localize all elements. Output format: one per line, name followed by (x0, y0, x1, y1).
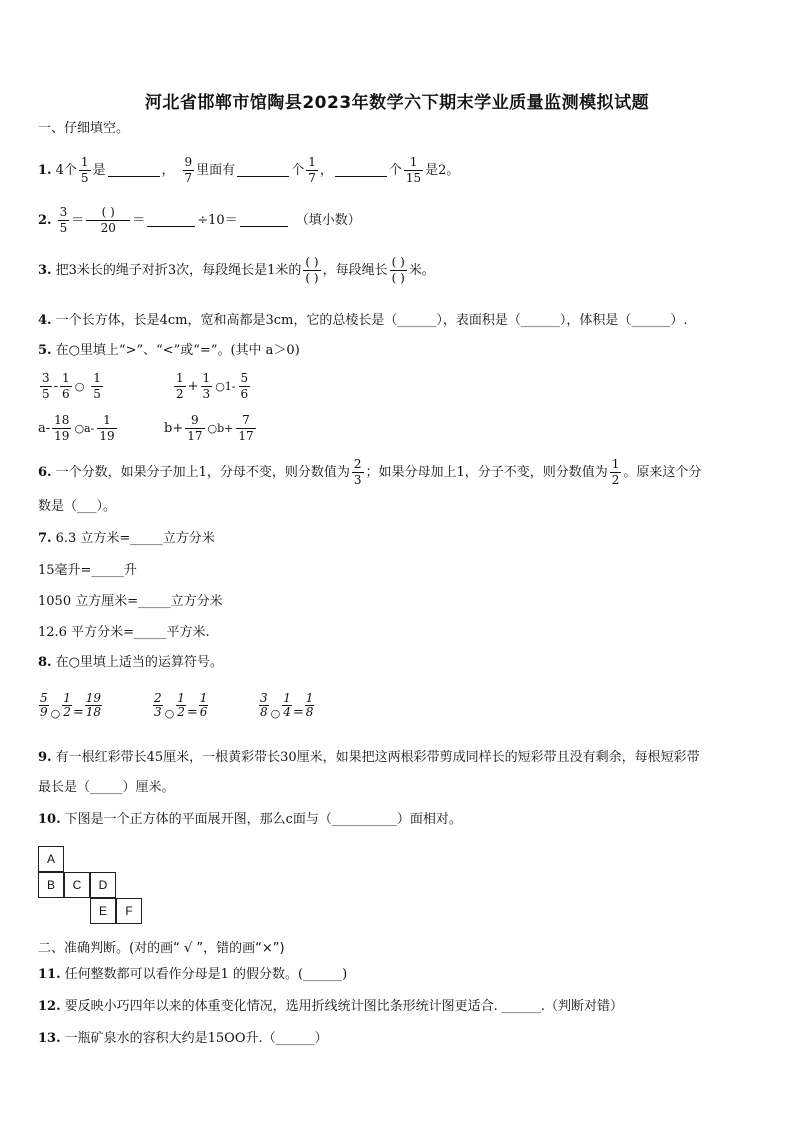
fraction: $\frac{3}{5}$ (42, 371, 50, 401)
fraction: $\frac{1}{2}$ (177, 691, 185, 720)
question-text: 任何整数都可以看作分母是1 的假分数。(______) (64, 967, 348, 982)
operator-circle[interactable]: ○ (270, 707, 281, 721)
question-number: 12. (38, 999, 61, 1014)
question-1 (38, 156, 459, 184)
fraction: $\frac{1}{8}$ (305, 691, 314, 720)
operator-item-c: $\frac{3}{8}$ ○ $\frac{1}{4}$ = $\frac{1}{8}$ (260, 691, 314, 721)
cube-face-e: E (90, 898, 116, 924)
question-number: 10. (38, 812, 61, 827)
operator-circle[interactable]: ○ (164, 707, 175, 721)
fraction: $\frac{1}{15}$ (405, 155, 422, 185)
question-text: 一个分数，如果分子加上1，分母不变，则分数值为 (55, 464, 350, 480)
question-text: 是 (92, 162, 106, 178)
question-13 (38, 1032, 328, 1045)
question-5 (38, 344, 300, 357)
question-12 (38, 1000, 623, 1013)
question-number: 4. (38, 313, 52, 328)
section-heading: 二、准确判断。(对的画“ √ ”，错的画“×”) (38, 941, 285, 956)
compare-item-a: $\frac{3}{5}$ - $\frac{1}{6}$ ○ $\frac{1}{5}$ (42, 371, 101, 401)
question-9-cont: 最长是（_____）厘米。 (38, 780, 175, 795)
operator-item-a: $\frac{5}{9}$ ○ $\frac{1}{2}$ = $\frac{19}{18}$ (40, 691, 102, 721)
question-text: 一个长方体，长是4cm，宽和高都是3cm，它的总棱长是（______），表面积是（______），体积是（______）. (55, 313, 688, 328)
fraction: $\frac{1}{5}$ (80, 155, 89, 185)
answer-fraction[interactable]: $\frac{( )}{( )}$ (391, 255, 405, 285)
fraction: $\frac{3}{5}$ (59, 205, 68, 235)
page-title: 河北省邯郸市馆陶县2023年数学六下期末学业质量监测模拟试题 (144, 93, 650, 113)
answer-blank[interactable] (237, 164, 289, 177)
fraction: $\frac{1}{2}$ (63, 691, 71, 720)
question-text: ， (161, 162, 175, 178)
compare-circle[interactable]: ○b+ (207, 421, 234, 435)
cube-face-d: D (90, 872, 116, 898)
question-text: 米。 (408, 262, 435, 278)
fraction: $\frac{2}{3}$ (353, 457, 362, 487)
fraction: $\frac{1}{6}$ (62, 371, 70, 401)
fraction: $\frac{1}{5}$ (93, 371, 101, 401)
question-text: 是2。 (425, 162, 460, 178)
question-text: ；如果分母加上1，分子不变，则分数值为 (365, 464, 608, 480)
question-10 (38, 813, 462, 826)
question-text: 下图是一个正方体的平面展开图，那么c面与（__________）面相对。 (64, 812, 462, 827)
fraction: $\frac{5}{6}$ (240, 371, 249, 401)
cube-face-c: C (64, 872, 90, 898)
fraction: $\frac{5}{9}$ (40, 691, 48, 720)
fraction: $\frac{1}{7}$ (308, 155, 316, 185)
answer-blank[interactable] (240, 214, 288, 227)
question-text: 数是（___）。 (38, 499, 117, 514)
question-number: 3. (38, 262, 52, 278)
compare-item-d: b+ $\frac{9}{17}$ ○b+ $\frac{7}{17}$ (164, 413, 254, 443)
question-text: 一瓶矿泉水的容积大约是15OO升.（______） (64, 1031, 328, 1046)
fraction: $\frac{18}{19}$ (54, 413, 70, 443)
question-9 (38, 751, 700, 764)
question-text: 里面有 (196, 162, 236, 178)
answer-blank[interactable] (147, 214, 195, 227)
compare-item-b: $\frac{1}{2}$ + $\frac{1}{3}$ ○1- $\frac{5}{6}$ (176, 371, 249, 401)
question-3 (38, 256, 435, 284)
fraction: $\frac{1}{3}$ (202, 371, 211, 401)
answer-fraction[interactable]: $\frac{( )}{20}$ (86, 206, 130, 234)
fraction: $\frac{19}{18}$ (85, 691, 102, 720)
question-text: 个 (388, 162, 402, 178)
question-2 (38, 206, 361, 234)
question-number: 1. (38, 162, 52, 178)
answer-fraction[interactable]: $\frac{( )}{( )}$ (305, 255, 319, 285)
question-text: 在○里填上“>”、“<”或“=”。(其中 a＞0) (55, 343, 300, 358)
fraction: $\frac{9}{17}$ (187, 413, 203, 443)
compare-circle[interactable]: ○a- (74, 421, 95, 435)
question-text: ÷10＝ (197, 212, 238, 228)
question-6 (38, 458, 701, 486)
fraction: $\frac{1}{19}$ (99, 413, 115, 443)
fraction: $\frac{7}{17}$ (238, 413, 254, 443)
question-6-cont (38, 500, 116, 513)
question-text: 6.3 立方米=_____立方分米 (55, 531, 215, 546)
operator-item-b: $\frac{2}{3}$ ○ $\frac{1}{2}$ = $\frac{1}{6}$ (154, 691, 208, 721)
question-number: 2. (38, 212, 52, 228)
compare-item-c: a- $\frac{18}{19}$ ○a- $\frac{1}{19}$ (38, 413, 115, 443)
question-number: 9. (38, 750, 52, 765)
fraction: $\frac{1}{6}$ (199, 691, 208, 720)
question-text: ，每段绳长 (322, 262, 388, 278)
question-text: 个 (291, 162, 305, 178)
question-text: 把3米长的绳子对折3次，每段绳长是1米的 (55, 262, 302, 278)
answer-blank[interactable] (108, 164, 160, 177)
question-7-line-2: 15毫升=_____升 (38, 563, 137, 578)
cube-face-a: A (38, 846, 64, 872)
compare-circle[interactable]: ○1- (215, 379, 236, 393)
question-4 (38, 314, 687, 327)
question-hint: （填小数） (295, 212, 361, 228)
fraction: $\frac{1}{2}$ (611, 457, 620, 487)
operator-circle[interactable]: ○ (50, 707, 61, 721)
cube-face-f: F (116, 898, 142, 924)
equals-sign: ＝ (132, 212, 146, 228)
question-7 (38, 532, 215, 545)
question-number: 8. (38, 655, 52, 670)
question-number: 5. (38, 343, 52, 358)
question-number: 11. (38, 967, 61, 982)
section-heading: 一、仔细填空。 (38, 121, 130, 136)
question-number: 7. (38, 531, 52, 546)
equals-sign: ＝ (71, 212, 85, 228)
question-text: ， (319, 162, 333, 178)
question-text: 4个 (55, 162, 77, 178)
question-7-line-3: 1050 立方厘米=_____立方分米 (38, 594, 223, 609)
answer-blank[interactable] (335, 164, 387, 177)
question-text: 有一根红彩带长45厘米，一根黄彩带长30厘米，如果把这两根彩带剪成同样长的短彩带且没有剩余，每根短彩带 (55, 750, 700, 765)
fraction: $\frac{2}{3}$ (154, 691, 162, 720)
question-number: 13. (38, 1031, 61, 1046)
question-11 (38, 968, 347, 981)
question-number: 6. (38, 464, 52, 480)
question-8 (38, 656, 223, 669)
fraction: $\frac{9}{7}$ (184, 155, 193, 185)
fraction: $\frac{1}{4}$ (283, 691, 291, 720)
fraction: $\frac{3}{8}$ (260, 691, 268, 720)
fraction: $\frac{1}{2}$ (176, 371, 184, 401)
compare-circle[interactable]: ○ (74, 379, 85, 393)
question-text: 。原来这个分 (623, 464, 702, 480)
cube-face-b: B (38, 872, 64, 898)
question-text: 要反映小巧四年以来的体重变化情况，选用折线统计图比条形统计图更适合. ______.（判断对错） (64, 999, 624, 1014)
question-7-line-4: 12.6 平方分米=_____平方米. (38, 625, 210, 640)
question-text: 在○里填上适当的运算符号。 (55, 655, 223, 670)
